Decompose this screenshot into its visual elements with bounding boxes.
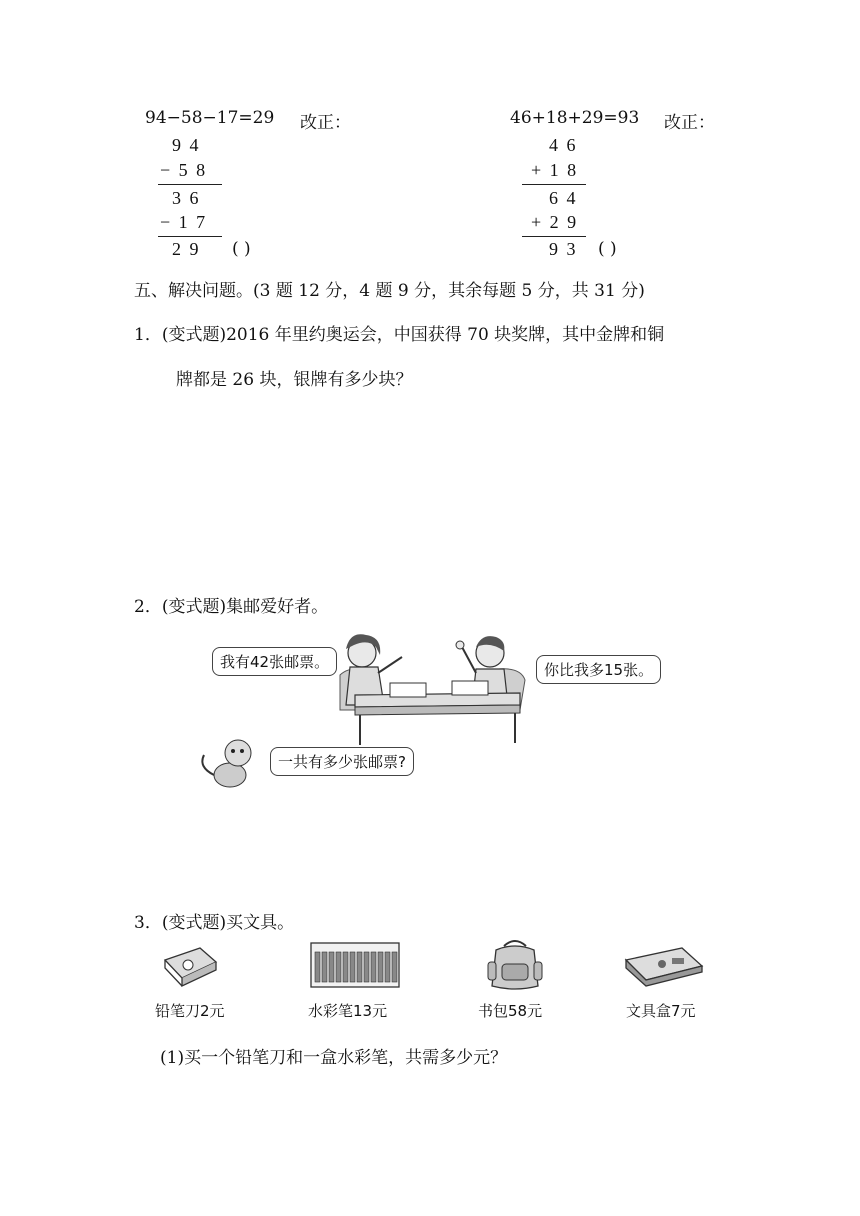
question-2-title: 2．(变式题)集邮爱好者。 xyxy=(134,597,329,617)
pencil-sharpener-icon xyxy=(160,940,220,990)
answer-area-1[interactable] xyxy=(134,400,734,580)
section-heading: 五、解决问题。(3 题 12 分，4 题 9 分，其余每题 5 分，共 31 分) xyxy=(134,281,645,301)
calc-left-row-3: 3 6 xyxy=(172,188,201,208)
calc-right-judge-paren[interactable]: ( ) xyxy=(598,239,617,259)
calc-left-row-1: 9 4 xyxy=(172,135,201,155)
question-1-line-1: 1．(变式题)2016 年里约奥运会，中国获得 70 块奖牌，其中金牌和铜 xyxy=(134,325,665,345)
calc-right-row-1: 4 6 xyxy=(549,135,578,155)
item-label-watercolor-pens: 水彩笔13元 xyxy=(308,1002,388,1020)
calc-left-fix-label: 改正： xyxy=(300,113,351,133)
cat-speech-bubble: 一共有多少张邮票? xyxy=(270,747,414,776)
question-3-sub-1: (1)买一个铅笔刀和一盒水彩笔，共需多少元？ xyxy=(160,1048,508,1068)
calc-right-rule-1 xyxy=(522,184,586,185)
calc-right-row-2: + 1 8 xyxy=(531,160,579,180)
calc-right-row-3: 6 4 xyxy=(549,188,578,208)
calc-right-equation: 46+18+29=93 xyxy=(510,108,640,128)
item-label-backpack: 书包58元 xyxy=(478,1002,543,1020)
calc-left-row-5: 2 9 xyxy=(172,239,201,259)
pencil-box-icon xyxy=(622,946,704,988)
calc-left-judge-paren[interactable]: ( ) xyxy=(232,239,251,259)
item-label-pencil-sharpener: 铅笔刀2元 xyxy=(155,1002,225,1020)
calc-left-row-2: − 5 8 xyxy=(160,160,208,180)
question-3-title: 3．(变式题)买文具。 xyxy=(134,913,295,933)
calc-left-row-4: − 1 7 xyxy=(160,212,208,232)
boy-speech-bubble: 你比我多15张。 xyxy=(536,655,661,684)
backpack-icon xyxy=(484,936,546,992)
calc-right-fix-label: 改正： xyxy=(664,113,715,133)
calc-right-row-4: + 2 9 xyxy=(531,212,579,232)
answer-area-2[interactable] xyxy=(134,800,734,890)
girl-speech-bubble: 我有42张邮票。 xyxy=(212,647,337,676)
item-label-pencil-box: 文具盒7元 xyxy=(626,1002,696,1020)
calc-left-rule-2 xyxy=(158,236,222,237)
calc-left-rule-1 xyxy=(158,184,222,185)
answer-area-3[interactable] xyxy=(160,1080,740,1200)
calc-right-rule-2 xyxy=(522,236,586,237)
question-1-line-2: 牌都是 26 块，银牌有多少块？ xyxy=(176,370,413,390)
watercolor-pens-icon xyxy=(310,942,400,988)
calc-left-equation: 94−58−17=29 xyxy=(145,108,275,128)
calc-right-row-5: 9 3 xyxy=(549,239,578,259)
